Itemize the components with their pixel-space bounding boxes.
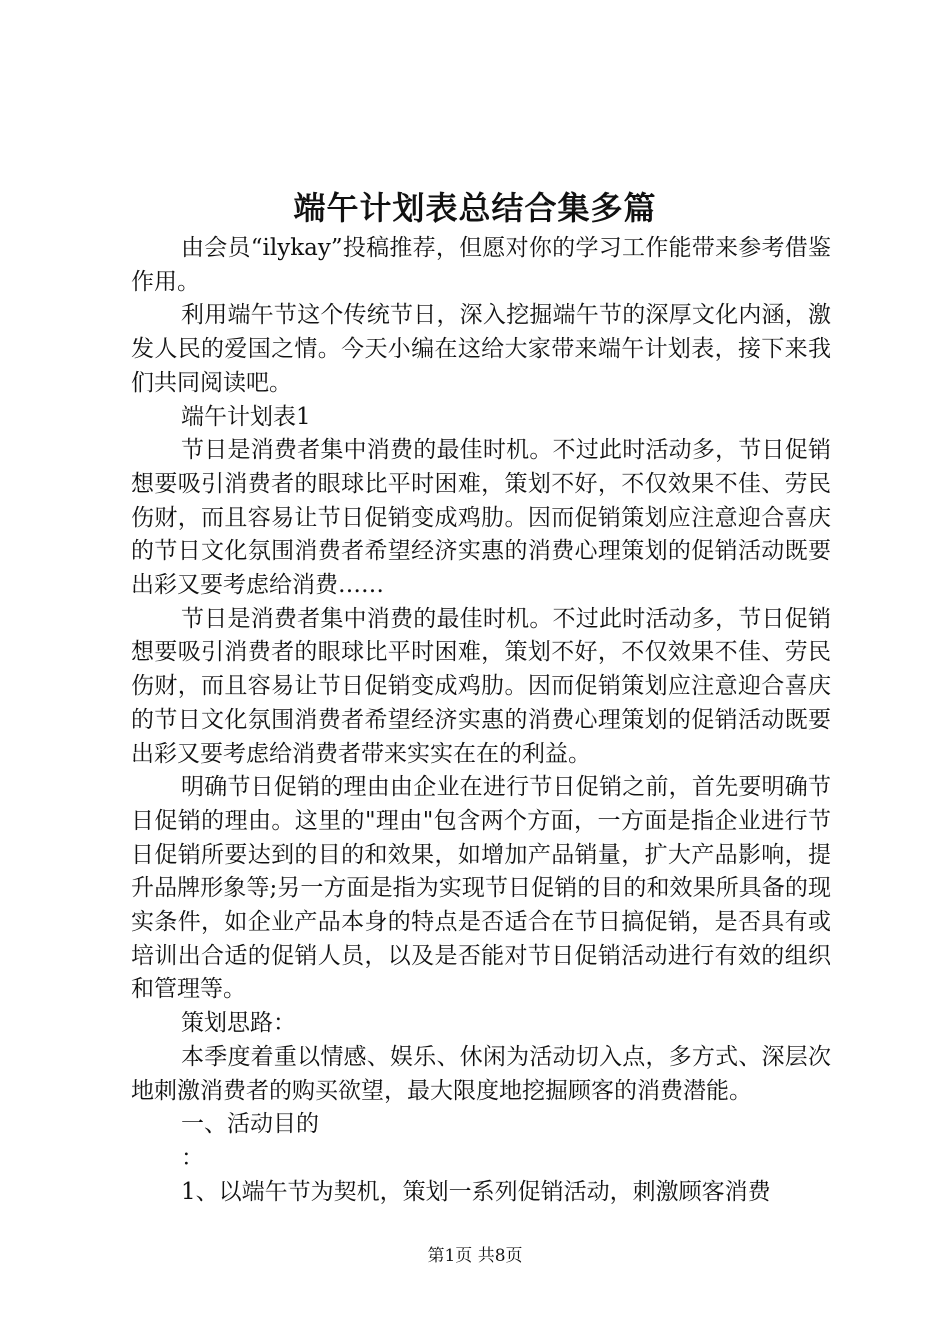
document-body — [131, 232, 831, 1209]
paragraph: 明确节日促销的理由由企业在进行节日促销之前，首先要明确节日促销的理由。这里的"理由"包含两个方面，一方面是指企业进行节日促销所要达到的目的和效果，如增加产品销量，扩大产品影响，提升品牌形象等;另一方面是指为实现节日促销的目的和效果所具备的现实条件，如企业产品本身的特点是否适合在节日搞促销，是否具有或培训出合适的促销人员，以及是否能对节日促销活动进行有效的组织和管理等。 — [131, 774, 831, 1003]
section-heading-strategy: 策划思路： — [181, 1010, 296, 1037]
document-title: 端午计划表总结合集多篇 — [293, 189, 657, 227]
page-footer: 第1页 共8页 — [427, 1246, 523, 1266]
paragraph-intro: 由会员“ilykay”投稿推荐，但愿对你的学习工作能带来参考借鉴作用。 — [131, 235, 831, 295]
list-item: 1、以端午节为契机，策划一系列促销活动，刺激顾客消费 — [181, 1178, 771, 1205]
section-heading-plan-1: 端午计划表1 — [181, 403, 311, 430]
section-heading-goal: 一、活动目的 — [181, 1111, 319, 1138]
paragraph: ： — [181, 1144, 204, 1171]
paragraph-preface: 利用端午节这个传统节日，深入挖掘端午节的深厚文化内涵，激发人民的爱国之情。今天小编在这给大家带来端午计划表，接下来我们共同阅读吧。 — [131, 302, 831, 396]
paragraph: 本季度着重以情感、娱乐、休闲为活动切入点，多方式、深层次地刺激消费者的购买欲望，最大限度地挖掘顾客的消费潜能。 — [131, 1043, 831, 1104]
paragraph: 节日是消费者集中消费的最佳时机。不过此时活动多，节日促销想要吸引消费者的眼球比平时困难，策划不好，不仅效果不佳、劳民伤财，而且容易让节日促销变成鸡肋。因而促销策划应注意迎合喜庆的节日文化氛围消费者希望经济实惠的消费心理策划的促销活动既要出彩又要考虑给消费…… — [131, 437, 831, 599]
paragraph: 节日是消费者集中消费的最佳时机。不过此时活动多，节日促销想要吸引消费者的眼球比平时困难，策划不好，不仅效果不佳、劳民伤财，而且容易让节日促销变成鸡肋。因而促销策划应注意迎合喜庆的节日文化氛围消费者希望经济实惠的消费心理策划的促销活动既要出彩又要考虑给消费者带来实实在在的利益。 — [131, 605, 831, 767]
